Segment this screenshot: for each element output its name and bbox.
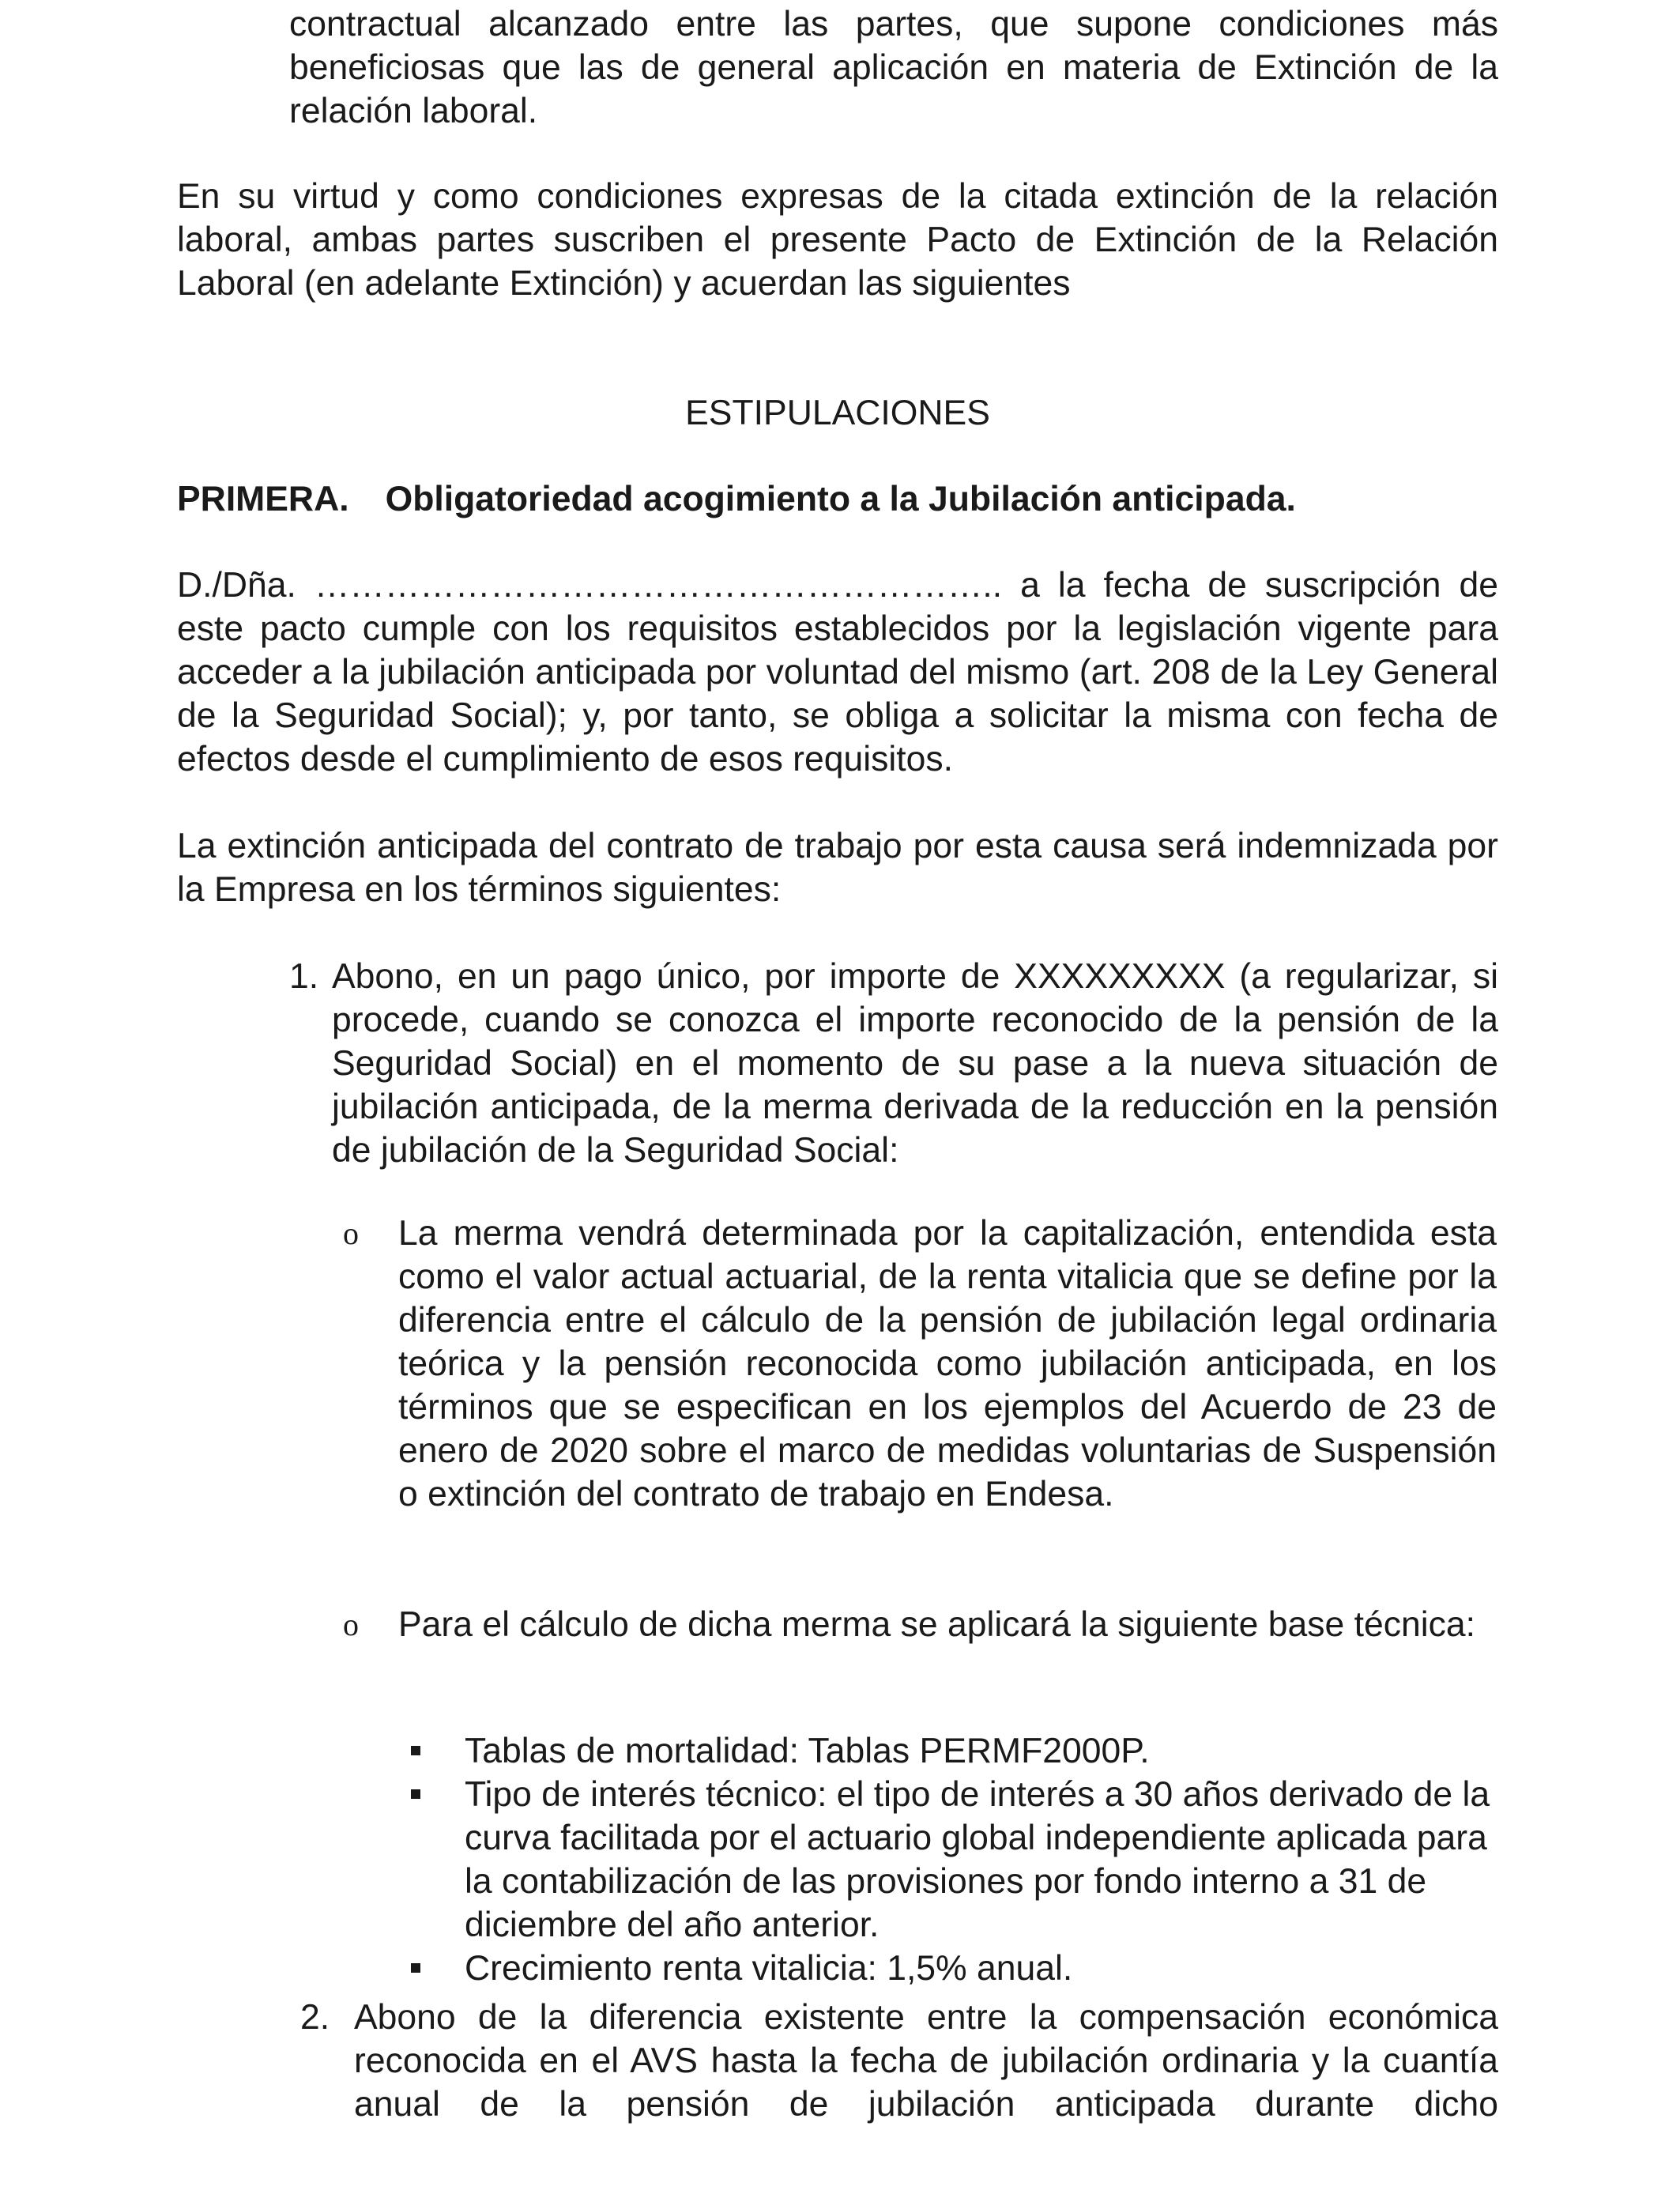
- circle-bullet-icon: o: [343, 1607, 359, 1642]
- list-item-text: Abono de la diferencia existente entre la compensación económica reconocida en el AVS hasta la fecha de jubilación ordinaria y la cuantía anual de la pensión de jubilación anticipada durante dicho: [354, 1998, 1498, 2124]
- circle-bullet-icon: o: [343, 1216, 359, 1251]
- clause-number: PRIMERA.: [177, 480, 349, 518]
- party-paragraph: D./Dña. ………………………………………………….. a la fecha de suscripción de este pacto cumple con los requisitos establecidos por la legislación vigente para acceder a la jubilación anticipada por voluntad del mismo (art. 208 de la Ley General de la Seguridad Social); y, por tanto, se obliga a solicitar la misma con fecha de efectos desde el cumplimiento de esos requisitos.: [177, 566, 1498, 778]
- bullet-item-text: Crecimiento renta vitalicia: 1,5% anual.: [465, 1949, 1073, 1988]
- list-item-number: 2.: [300, 1998, 330, 2037]
- square-bullet-icon: [411, 1746, 420, 1755]
- clause-title: [177, 477, 1498, 521]
- virtud-paragraph: En su virtud y como condiciones expresas de la citada extinción de la relación laboral, ambas partes suscriben el presente Pacto de Extinción de la Relación Laboral (en adelante Extinción) y acuerdan las siguientes: [177, 177, 1498, 303]
- intro-continuation-paragraph: contractual alcanzado entre las partes, que supone condiciones más beneficiosas que las de general aplicación en materia de Extinción de la relación laboral.: [289, 5, 1498, 130]
- sub-list-item-text: Para el cálculo de dicha merma se aplicará la siguiente base técnica:: [398, 1605, 1475, 1644]
- section-heading: ESTIPULACIONES: [685, 394, 990, 432]
- clause-heading: Obligatoriedad acogimiento a la Jubilación anticipada.: [385, 480, 1296, 518]
- bullet-item-text: Tipo de interés técnico: el tipo de interés a 30 años derivado de la curva facilitada por el actuario global independiente aplicada para la contabilización de las provisiones por fondo interno a 31 de diciembre del año anterior.: [465, 1775, 1490, 1944]
- list-item-number: 1.: [289, 957, 319, 996]
- list-item-text: Abono, en un pago único, por importe de XXXXXXXXX (a regularizar, si procede, cuando se conozca el importe reconocido de la pensión de la Seguridad Social) en el momento de su pase a la nueva situación de jubilación anticipada, de la merma derivada de la reducción en la pensión de jubilación de la Seguridad Social:: [332, 957, 1498, 1170]
- bullet-item-text: Tablas de mortalidad: Tablas PERMF2000P.: [465, 1732, 1150, 1770]
- sub-list-item-text: La merma vendrá determinada por la capitalización, entendida esta como el valor actual actuarial, de la renta vitalicia que se define por la diferencia entre el cálculo de la pensión de jubilación legal ordinaria teórica y la pensión reconocida como jubilación anticipada, en los términos que se especifican en los ejemplos del Acuerdo de 23 de enero de 2020 sobre el marco de medidas voluntarias de Suspensión o extinción del contrato de trabajo en Endesa.: [398, 1214, 1497, 1514]
- square-bullet-icon: [411, 1963, 420, 1973]
- square-bullet-icon: [411, 1789, 420, 1799]
- indemnization-paragraph: La extinción anticipada del contrato de trabajo por esta causa será indemnizada por la Empresa en los términos siguientes:: [177, 827, 1498, 909]
